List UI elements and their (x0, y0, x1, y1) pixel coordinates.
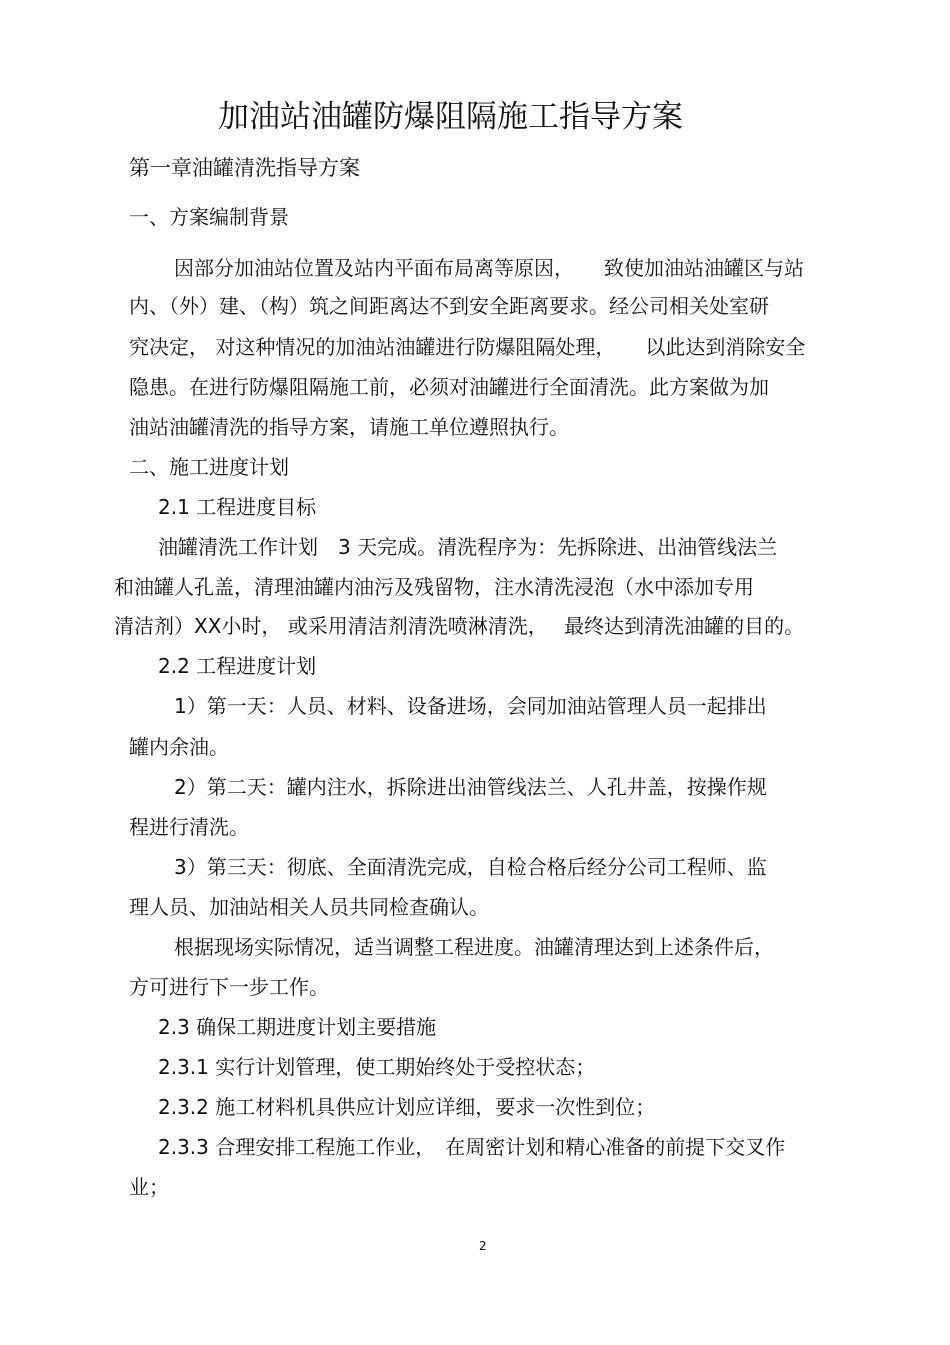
measure-item: 业； (129, 1175, 169, 1199)
paragraph-line: 究决定， 对这种情况的加油站油罐进行防爆阻隔处理， 以此达到消除安全 (129, 335, 806, 359)
chapter-heading: 第一章油罐清洗指导方案 (129, 156, 360, 180)
paragraph-line: 油罐清洗工作计划 3 天完成。清洗程序为：先拆除进、出油管线法兰 (158, 535, 778, 559)
list-item-line: 罐内余油。 (129, 735, 229, 759)
paragraph-line: 和油罐人孔盖，清理油罐内油污及残留物，注水清洗浸泡（水中添加专用 (114, 575, 754, 599)
list-item-line: 2）第二天：罐内注水，拆除进出油管线法兰、人孔井盖，按操作规 (174, 775, 767, 799)
paragraph-line: 油站油罐清洗的指导方案，请施工单位遵照执行。 (129, 415, 569, 439)
list-item-line: 理人员、加油站相关人员共同检查确认。 (129, 895, 489, 919)
document-title: 加油站油罐防爆阻隔施工指导方案 (218, 99, 683, 135)
paragraph-line: 隐患。在进行防爆阻隔施工前，必须对油罐进行全面清洗。此方案做为加 (129, 375, 769, 399)
subsection-heading: 2.3 确保工期进度计划主要措施 (158, 1015, 437, 1039)
subsection-heading: 2.2 工程进度计划 (158, 654, 317, 678)
paragraph-line: 根据现场实际情况，适当调整工程进度。油罐清理达到上述条件后， (174, 935, 774, 959)
list-item-line: 1）第一天：人员、材料、设备进场，会同加油站管理人员一起排出 (174, 694, 767, 718)
list-item-line: 3）第三天：彻底、全面清洗完成，自检合格后经分公司工程师、监 (174, 855, 767, 879)
section-heading-schedule: 二、施工进度计划 (129, 455, 289, 479)
page-number: 2 (479, 1239, 487, 1253)
measure-item: 2.3.1 实行计划管理，使工期始终处于受控状态； (158, 1055, 596, 1079)
subsection-heading: 2.1 工程进度目标 (158, 495, 317, 519)
paragraph-line: 方可进行下一步工作。 (129, 975, 329, 999)
section-heading-background: 一、方案编制背景 (129, 205, 289, 229)
paragraph-line: 因部分加油站位置及站内平面布局离等原因， 致使加油站油罐区与站 (174, 256, 804, 280)
measure-item: 2.3.2 施工材料机具供应计划应详细，要求一次性到位； (158, 1095, 656, 1119)
list-item-line: 程进行清洗。 (129, 815, 249, 839)
measure-item: 2.3.3 合理安排工程施工作业， 在周密计划和精心准备的前提下交叉作 (158, 1135, 786, 1159)
paragraph-line: 清洁剂）XX小时， 或采用清洁剂清洗喷淋清洗， 最终达到清洗油罐的目的。 (114, 614, 805, 638)
paragraph-line: 内、（外）建、（构）筑之间距离达不到安全距离要求。经公司相关处室研 (129, 294, 769, 318)
